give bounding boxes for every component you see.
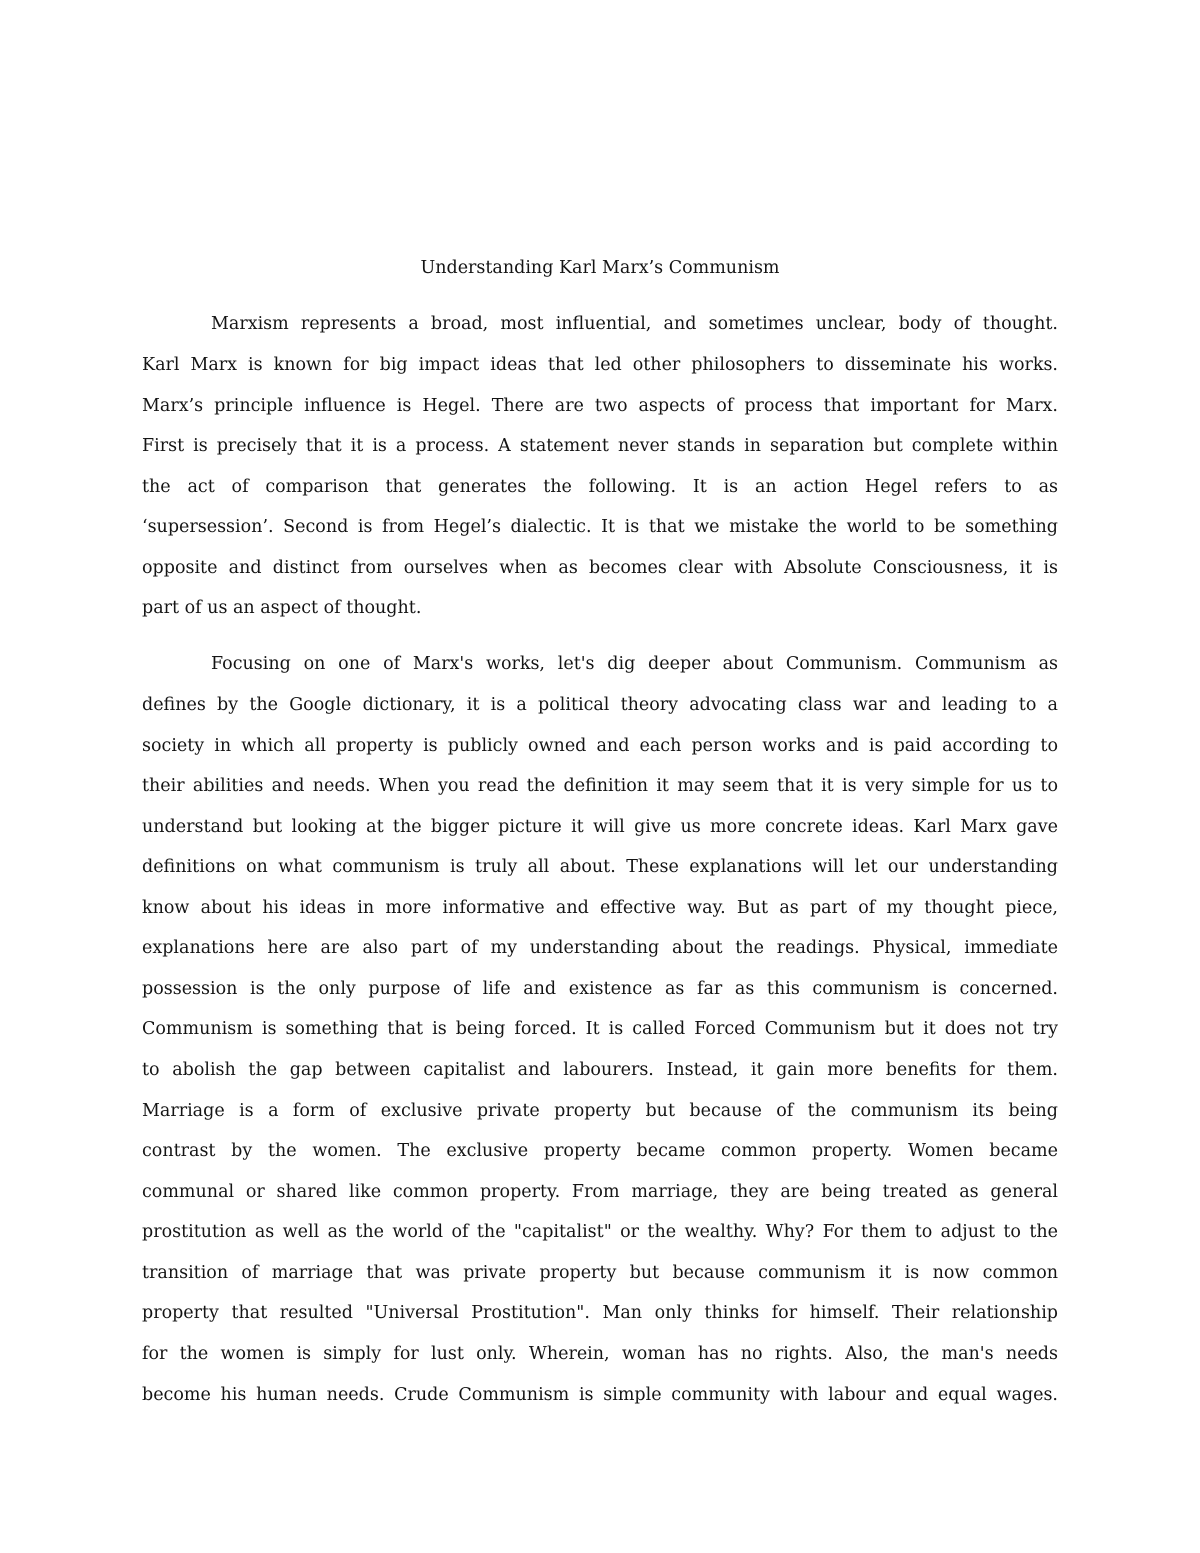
paragraph-line: understand but looking at the bigger picture it will give us more concrete ideas. Karl Marx gave	[142, 817, 1058, 837]
paragraph-line: for the women is simply for lust only. Wherein, woman has no rights. Also, the man's needs	[142, 1344, 1058, 1364]
paragraph-line: Karl Marx is known for big impact ideas that led other philosophers to disseminate his works.	[142, 355, 1058, 375]
paragraph-line: Marriage is a form of exclusive private property but because of the communism its being	[142, 1101, 1058, 1121]
paragraph-line: property that resulted "Universal Prostitution". Man only thinks for himself. Their relationship	[142, 1303, 1058, 1323]
paragraph-line: possession is the only purpose of life and existence as far as this communism is concerned.	[142, 979, 1058, 999]
paragraph-line: to abolish the gap between capitalist and labourers. Instead, it gain more benefits for them.	[142, 1060, 1058, 1080]
paragraph-line: contrast by the women. The exclusive property became common property. Women became	[142, 1141, 1058, 1161]
paragraph-line: Communism is something that is being forced. It is called Forced Communism but it does not try	[142, 1019, 1058, 1039]
paragraph-line: society in which all property is publicly owned and each person works and is paid according to	[142, 736, 1058, 756]
paragraph-line: Marx’s principle influence is Hegel. There are two aspects of process that important for Marx.	[142, 396, 1058, 416]
paragraph-line: their abilities and needs. When you read the definition it may seem that it is very simple for us to	[142, 776, 1058, 796]
paragraph-line: transition of marriage that was private property but because communism it is now common	[142, 1263, 1058, 1283]
paragraph-line: explanations here are also part of my understanding about the readings. Physical, immediate	[142, 938, 1058, 958]
paragraph-line: ‘supersession’. Second is from Hegel’s dialectic. It is that we mistake the world to be something	[142, 517, 1058, 537]
paragraph-line: Focusing on one of Marx's works, let's dig deeper about Communism. Communism as	[211, 654, 1058, 674]
paragraph-line: definitions on what communism is truly all about. These explanations will let our understanding	[142, 857, 1058, 877]
document-title: Understanding Karl Marx’s Communism	[420, 258, 780, 278]
paragraph-line: prostitution as well as the world of the "capitalist" or the wealthy. Why? For them to adjust to the	[142, 1222, 1058, 1242]
paragraph-line: become his human needs. Crude Communism is simple community with labour and equal wages.	[142, 1385, 1058, 1405]
paragraph-line: defines by the Google dictionary, it is a political theory advocating class war and leading to a	[142, 695, 1058, 715]
paragraph-line: the act of comparison that generates the following. It is an action Hegel refers to as	[142, 477, 1058, 497]
paragraph-line: Marxism represents a broad, most influential, and sometimes unclear, body of thought.	[211, 314, 1058, 334]
paragraph-line: know about his ideas in more informative and effective way. But as part of my thought piece,	[142, 898, 1058, 918]
paragraph-line: communal or shared like common property. From marriage, they are being treated as general	[142, 1182, 1058, 1202]
paragraph-line: part of us an aspect of thought.	[142, 598, 422, 618]
paragraph-line: opposite and distinct from ourselves when as becomes clear with Absolute Consciousness, it is	[142, 558, 1058, 578]
paragraph-line: First is precisely that it is a process. A statement never stands in separation but complete within	[142, 436, 1058, 456]
